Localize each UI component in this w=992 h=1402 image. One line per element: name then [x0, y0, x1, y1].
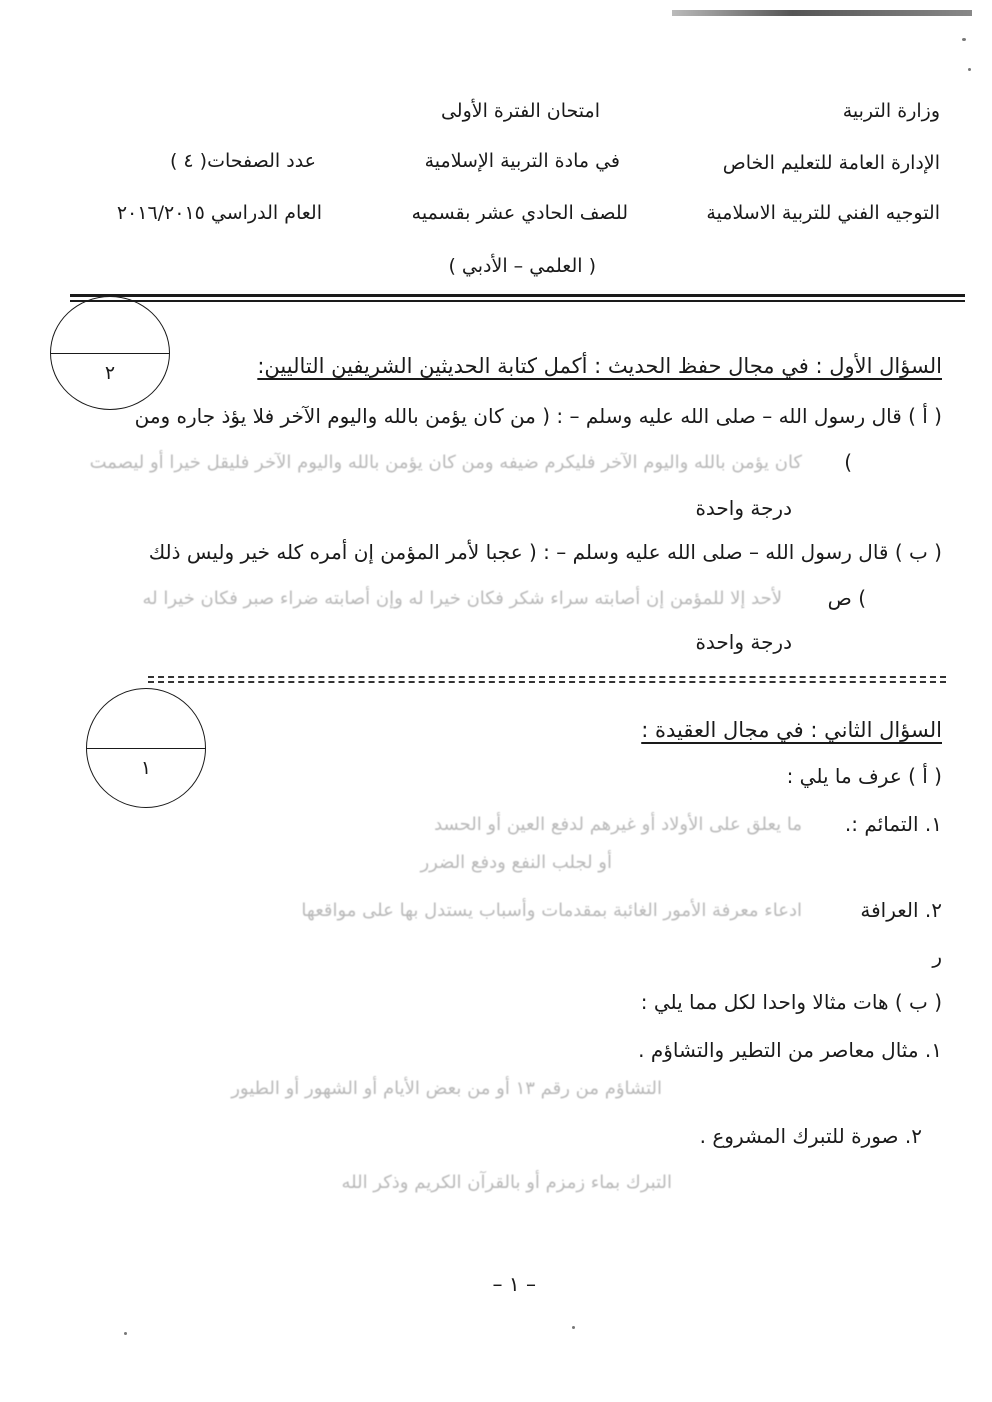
- q1-a-score: درجة واحدة: [695, 496, 792, 520]
- header-rule-thin: [70, 300, 965, 302]
- q2-a-item2-tail: ر: [932, 944, 942, 968]
- q1-b-close: ) ص: [827, 586, 866, 610]
- q1-b-faint-answer: لأحد إلا للمؤمن إن أصابته سراء شكر فكان خيرا له وإن أصابته ضراء صبر فكان خيرا له: [142, 588, 782, 609]
- scan-edge-mark: [672, 10, 972, 16]
- q2-b-item2: ٢. صورة للتبرك المشروع .: [699, 1124, 922, 1148]
- q2-mark-value: ١: [140, 757, 152, 780]
- q2-title: السؤال الثاني : في مجال العقيدة :: [641, 718, 942, 742]
- header-pages: عدد الصفحات( ٤ ): [169, 150, 316, 172]
- q1-mark-divider: [51, 353, 169, 354]
- q2-a-item1: ١. التمائم :.: [844, 812, 942, 836]
- scan-speck: [572, 1326, 575, 1329]
- q2-a-item1-faint: ما يعلق على الأولاد أو غيرهم لدفع العين أو الحسد: [434, 814, 802, 835]
- q2-b-item1: ١. مثال معاصر من التطير والتشاؤم .: [638, 1038, 942, 1062]
- section-divider: [148, 676, 946, 678]
- q1-mark-value: ٢: [104, 361, 116, 384]
- header-subject: في مادة التربية الإسلامية: [424, 150, 620, 172]
- q1-b-score: درجة واحدة: [695, 630, 792, 654]
- q1-b-line: ( ب ) قال رسول الله – صلى الله عليه وسلم – : ( عجبا لأمر المؤمن إن أمره كله خير وليس ذلك: [148, 540, 942, 564]
- header-ministry: وزارة التربية: [842, 100, 940, 122]
- q1-a-line: ( أ ) قال رسول الله – صلى الله عليه وسلم – : ( من كان يؤمن بالله واليوم الآخر فلا يؤذ جاره ومن: [134, 404, 942, 428]
- header-admin: الإدارة العامة للتعليم الخاص: [722, 152, 940, 174]
- scan-speck: [962, 38, 966, 41]
- q2-b-item2-faint: التبرك بماء زمزم أو بالقرآن الكريم وذكر الله: [341, 1172, 672, 1193]
- q2-mark-circle: [86, 688, 206, 808]
- header-rule-thick: [70, 294, 965, 297]
- scan-speck: [124, 1332, 127, 1335]
- q1-mark-circle: [50, 296, 170, 410]
- q2-b-title: ( ب ) هات مثالا واحدا لكل مما يلي :: [640, 990, 942, 1014]
- q1-title: السؤال الأول : في مجال حفظ الحديث : أكمل كتابة الحديثين الشريفين التاليين:: [257, 354, 942, 378]
- header-exam-title: امتحان الفترة الأولى: [440, 100, 600, 122]
- q2-a-item2-faint: ادعاء معرفة الأمور الغائبة بمقدمات وأسباب يستدل بها على مواقعها: [301, 900, 802, 921]
- q1-a-close: ): [844, 450, 852, 474]
- header-grade: للصف الحادي عشر بقسميه: [411, 202, 628, 224]
- header-guidance: التوجيه الفني للتربية الاسلامية: [706, 202, 940, 224]
- header-year: العام الدراسي ٢٠١٦/٢٠١٥: [116, 202, 322, 224]
- page-number: – ١ –: [492, 1272, 536, 1296]
- q2-a-item1-faint2: أو لجلب النفع ودفع الضرر: [420, 852, 612, 873]
- scan-speck: [968, 68, 971, 71]
- q2-a-item2: ٢. العرافة: [860, 898, 942, 922]
- q2-mark-divider: [87, 748, 205, 749]
- q2-a-title: ( أ ) عرف ما يلي :: [786, 764, 942, 788]
- section-divider: [148, 681, 946, 683]
- q1-a-faint-answer: كان يؤمن بالله واليوم الآخر فليكرم ضيفه ومن كان يؤمن بالله واليوم الآخر فليقل خيرا أو ليصمت: [89, 452, 802, 473]
- q2-b-item1-faint: التشاؤم من رقم ١٣ أو من بعض الأيام أو الشهور أو الطيور: [231, 1078, 662, 1099]
- header-branches: ( العلمي – الأدبي ): [448, 255, 596, 277]
